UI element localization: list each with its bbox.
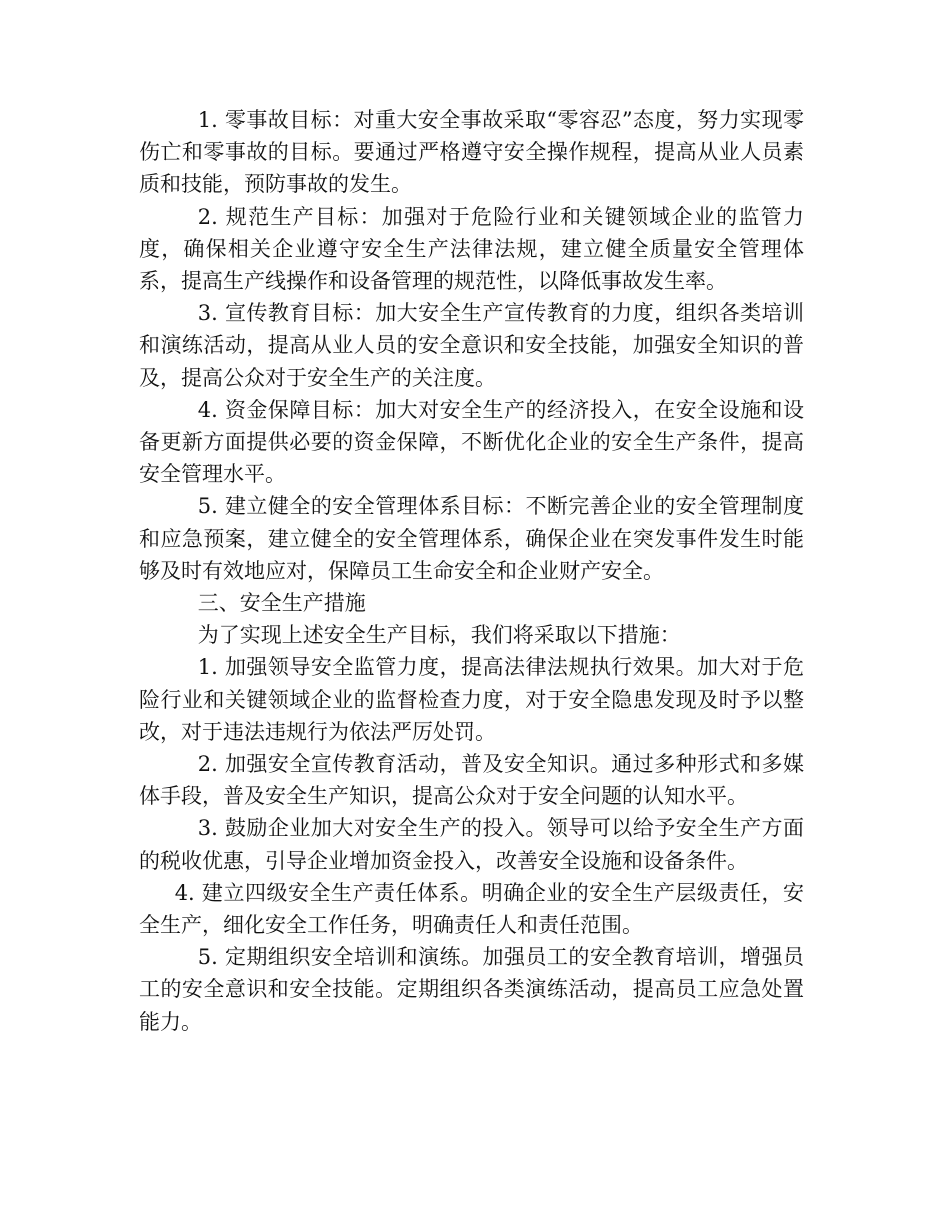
paragraph-measure-responsibility: 4. 建立四级安全生产责任体系。明确企业的安全生产层级责任，安全生产，细化安全工作任务，明确责任人和责任范围。 (139, 880, 804, 938)
paragraph-measure-publicity: 2. 加强安全宣传教育活动，普及安全知识。通过多种形式和多媒体手段，普及安全生产知识，提高公众对于安全问题的认知水平。 (139, 752, 804, 809)
paragraph-goal-funding: 4. 资金保障目标：加大对安全生产的经济投入，在安全设施和设备更新方面提供必要的资金保障，不断优化企业的安全生产条件，提高安全管理水平。 (139, 397, 804, 487)
paragraph-measures-intro: 为了实现上述安全生产目标，我们将采取以下措施： (197, 623, 681, 648)
paragraph-goal-education: 3. 宣传教育目标：加大安全生产宣传教育的力度，组织各类培训和演练活动，提高从业人员的安全意识和安全技能，加强安全知识的普及，提高公众对于安全生产的关注度。 (139, 301, 804, 390)
paragraph-measure-training: 5. 定期组织安全培训和演练。加强员工的安全教育培训，增强员工的安全意识和安全技能。定期组织各类演练活动，提高员工应急处置能力。 (139, 945, 804, 1034)
paragraph-measure-investment: 3. 鼓励企业加大对安全生产的投入。领导可以给予安全生产方面的税收优惠，引导企业增加资金投入，改善安全设施和设备条件。 (139, 816, 804, 873)
paragraph-goal-zero-accident: 1. 零事故目标：对重大安全事故采取“零容忍”态度，努力实现零伤亡和零事故的目标。要通过严格遵守安全操作规程，提高从业人员素质和技能，预防事故的发生。 (139, 108, 804, 197)
section-heading-measures: 三、安全生产措施 (197, 591, 366, 616)
paragraph-measure-supervision: 1. 加强领导安全监管力度，提高法律法规执行效果。加大对于危险行业和关键领域企业的监督检查力度，对于安全隐患发现及时予以整改，对于违法违规行为依法严厉处罚。 (139, 655, 804, 744)
document-body (139, 104, 804, 1038)
paragraph-goal-standard-production: 2. 规范生产目标：加强对于危险行业和关键领域企业的监管力度，确保相关企业遵守安全生产法律法规，建立健全质量安全管理体系，提高生产线操作和设备管理的规范性，以降低事故发生率。 (139, 204, 804, 294)
paragraph-goal-management-system: 5. 建立健全的安全管理体系目标：不断完善企业的安全管理制度和应急预案，建立健全的安全管理体系，确保企业在突发事件发生时能够及时有效地应对，保障员工生命安全和企业财产安全。 (139, 494, 804, 583)
